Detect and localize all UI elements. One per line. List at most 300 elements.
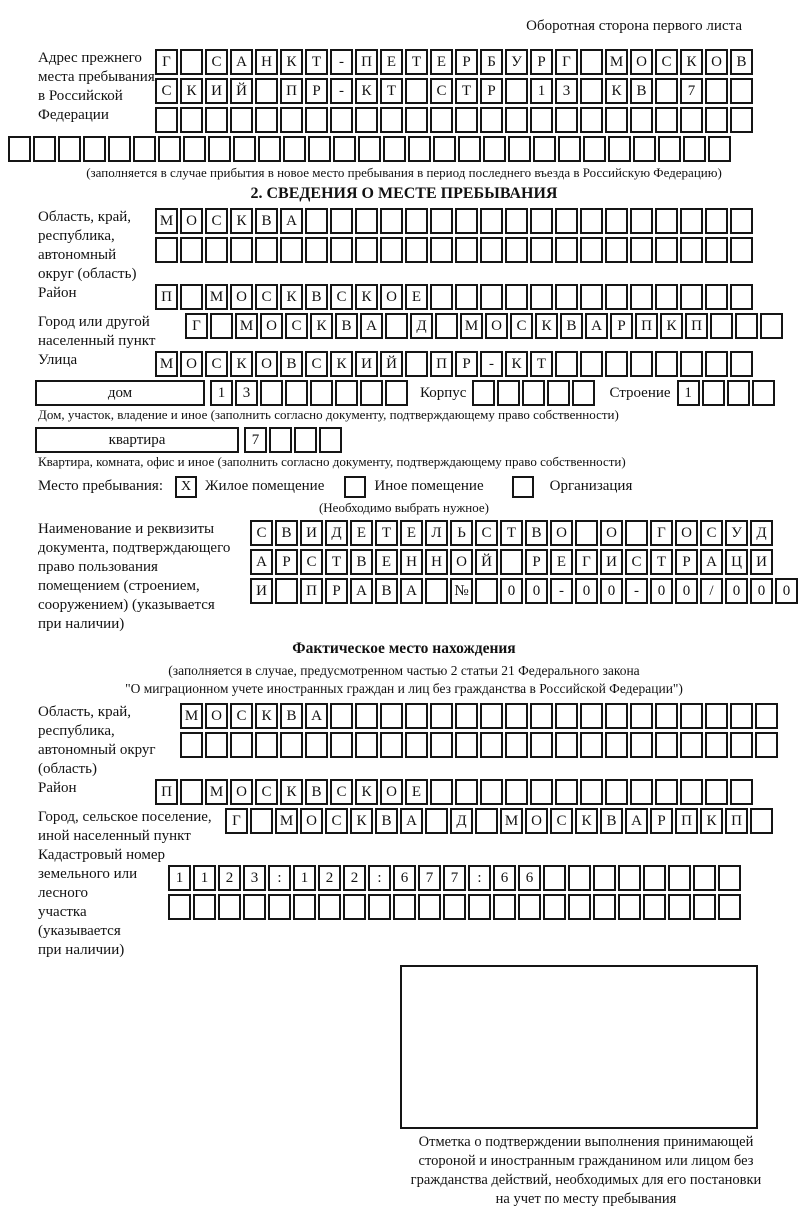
char-cell[interactable] [343,894,366,920]
char-cell[interactable]: С [330,284,353,310]
char-cell[interactable]: П [725,808,748,834]
char-cell[interactable] [555,779,578,805]
char-cell[interactable] [472,380,495,406]
char-cell[interactable] [208,136,231,162]
char-cell[interactable] [180,107,203,133]
char-cell[interactable]: В [375,808,398,834]
char-cell[interactable] [430,732,453,758]
char-cell[interactable]: К [280,779,303,805]
char-cell[interactable]: 6 [518,865,541,891]
char-cell[interactable] [625,520,648,546]
char-cell[interactable] [180,732,203,758]
char-cell[interactable]: У [725,520,748,546]
char-cell[interactable] [255,78,278,104]
char-cell[interactable] [630,732,653,758]
char-cell[interactable]: В [350,549,373,575]
char-cell[interactable] [480,779,503,805]
char-cell[interactable] [133,136,156,162]
char-cell[interactable] [58,136,81,162]
char-cell[interactable] [547,380,570,406]
char-cell[interactable] [522,380,545,406]
char-cell[interactable] [380,107,403,133]
char-cell[interactable] [480,732,503,758]
char-cell[interactable] [33,136,56,162]
char-cell[interactable] [568,894,591,920]
char-cell[interactable]: И [750,549,773,575]
char-cell[interactable]: Й [230,78,253,104]
char-cell[interactable]: 0 [500,578,523,604]
char-cell[interactable] [680,703,703,729]
char-cell[interactable] [155,107,178,133]
char-cell[interactable] [735,313,758,339]
actual-oblast-row-2[interactable] [180,732,780,758]
char-cell[interactable]: О [705,49,728,75]
char-cell[interactable]: О [260,313,283,339]
char-cell[interactable]: В [305,779,328,805]
char-cell[interactable] [543,865,566,891]
char-cell[interactable]: В [600,808,623,834]
char-cell[interactable]: 7 [244,427,267,453]
char-cell[interactable] [630,284,653,310]
char-cell[interactable]: А [400,578,423,604]
char-cell[interactable]: К [280,49,303,75]
char-cell[interactable] [355,703,378,729]
char-cell[interactable] [508,136,531,162]
char-cell[interactable] [455,107,478,133]
char-cell[interactable]: Т [325,549,348,575]
char-cell[interactable]: К [310,313,333,339]
char-cell[interactable] [480,208,503,234]
char-cell[interactable] [630,779,653,805]
char-cell[interactable] [705,779,728,805]
char-cell[interactable] [705,107,728,133]
char-cell[interactable] [443,894,466,920]
char-cell[interactable] [558,136,581,162]
char-cell[interactable] [430,208,453,234]
char-cell[interactable] [655,237,678,263]
char-cell[interactable]: О [380,284,403,310]
char-cell[interactable] [230,732,253,758]
char-cell[interactable]: Р [305,78,328,104]
char-cell[interactable] [752,380,775,406]
char-cell[interactable]: Й [380,351,403,377]
char-cell[interactable] [680,284,703,310]
char-cell[interactable]: О [230,779,253,805]
char-cell[interactable]: Г [185,313,208,339]
char-cell[interactable] [750,808,773,834]
char-cell[interactable]: П [300,578,323,604]
char-cell[interactable] [405,208,428,234]
char-cell[interactable] [505,703,528,729]
char-cell[interactable] [425,578,448,604]
char-cell[interactable]: С [475,520,498,546]
char-cell[interactable] [500,549,523,575]
char-cell[interactable] [480,703,503,729]
char-cell[interactable]: 1 [677,380,700,406]
char-cell[interactable]: П [635,313,658,339]
char-cell[interactable] [710,313,733,339]
char-cell[interactable] [180,284,203,310]
char-cell[interactable]: 3 [235,380,258,406]
char-cell[interactable]: М [500,808,523,834]
char-cell[interactable]: Р [455,49,478,75]
char-cell[interactable] [280,732,303,758]
char-cell[interactable]: А [625,808,648,834]
char-cell[interactable] [168,894,191,920]
char-cell[interactable] [280,107,303,133]
char-cell[interactable]: О [230,284,253,310]
char-cell[interactable]: Р [650,808,673,834]
char-cell[interactable]: Н [400,549,423,575]
char-cell[interactable] [618,894,641,920]
char-cell[interactable]: К [255,703,278,729]
char-cell[interactable]: С [700,520,723,546]
char-cell[interactable] [655,732,678,758]
char-cell[interactable]: Д [410,313,433,339]
char-cell[interactable] [693,865,716,891]
char-cell[interactable] [480,284,503,310]
char-cell[interactable] [455,703,478,729]
char-cell[interactable]: К [355,78,378,104]
char-cell[interactable] [305,237,328,263]
char-cell[interactable] [530,779,553,805]
char-cell[interactable] [433,136,456,162]
char-cell[interactable]: Р [525,549,548,575]
char-cell[interactable]: С [285,313,308,339]
char-cell[interactable]: 2 [343,865,366,891]
char-cell[interactable]: В [525,520,548,546]
char-cell[interactable] [605,732,628,758]
actual-gorod-row[interactable] [225,808,775,834]
char-cell[interactable]: Р [325,578,348,604]
char-cell[interactable]: С [255,284,278,310]
char-cell[interactable]: О [630,49,653,75]
char-cell[interactable] [505,779,528,805]
char-cell[interactable]: Е [400,520,423,546]
char-cell[interactable]: Н [425,549,448,575]
char-cell[interactable]: Т [305,49,328,75]
char-cell[interactable]: С [205,49,228,75]
oblast-row-1[interactable] [155,208,755,234]
char-cell[interactable]: К [660,313,683,339]
char-cell[interactable] [255,107,278,133]
char-cell[interactable]: Р [610,313,633,339]
char-cell[interactable]: К [355,284,378,310]
char-cell[interactable] [533,136,556,162]
char-cell[interactable] [385,313,408,339]
char-cell[interactable]: 3 [243,865,266,891]
char-cell[interactable]: С [155,78,178,104]
char-cell[interactable]: Т [500,520,523,546]
char-cell[interactable]: 2 [218,865,241,891]
char-cell[interactable] [285,380,308,406]
char-cell[interactable] [430,284,453,310]
char-cell[interactable]: П [355,49,378,75]
char-cell[interactable] [380,208,403,234]
char-cell[interactable] [385,380,408,406]
char-cell[interactable]: 0 [600,578,623,604]
char-cell[interactable]: Т [650,549,673,575]
char-cell[interactable]: Г [650,520,673,546]
prev-address-row-3[interactable] [155,107,755,133]
char-cell[interactable] [330,732,353,758]
char-cell[interactable] [233,136,256,162]
char-cell[interactable]: А [305,703,328,729]
char-cell[interactable]: У [505,49,528,75]
kadastr-row-1[interactable] [168,865,743,891]
char-cell[interactable] [530,732,553,758]
char-cell[interactable] [555,237,578,263]
char-cell[interactable]: О [205,703,228,729]
char-cell[interactable]: В [280,351,303,377]
char-cell[interactable]: 1 [193,865,216,891]
char-cell[interactable]: Й [475,549,498,575]
char-cell[interactable] [605,703,628,729]
char-cell[interactable]: 0 [675,578,698,604]
char-cell[interactable]: С [305,351,328,377]
char-cell[interactable]: К [535,313,558,339]
char-cell[interactable]: П [685,313,708,339]
char-cell[interactable] [680,107,703,133]
char-cell[interactable] [555,732,578,758]
char-cell[interactable]: С [205,351,228,377]
char-cell[interactable]: К [280,284,303,310]
char-cell[interactable]: 3 [555,78,578,104]
char-cell[interactable]: Р [455,351,478,377]
document-row-1[interactable] [250,520,800,546]
char-cell[interactable] [718,865,741,891]
char-cell[interactable] [630,703,653,729]
char-cell[interactable] [455,208,478,234]
char-cell[interactable] [418,894,441,920]
char-cell[interactable] [543,894,566,920]
char-cell[interactable] [668,865,691,891]
char-cell[interactable]: Г [155,49,178,75]
char-cell[interactable]: - [330,49,353,75]
char-cell[interactable]: Т [530,351,553,377]
char-cell[interactable] [605,284,628,310]
char-cell[interactable]: Д [325,520,348,546]
char-cell[interactable] [580,208,603,234]
char-cell[interactable] [405,732,428,758]
char-cell[interactable]: О [255,351,278,377]
char-cell[interactable] [435,313,458,339]
char-cell[interactable] [475,578,498,604]
char-cell[interactable]: В [335,313,358,339]
char-cell[interactable] [183,136,206,162]
char-cell[interactable] [705,732,728,758]
char-cell[interactable]: Р [480,78,503,104]
char-cell[interactable]: 1 [530,78,553,104]
char-cell[interactable] [530,208,553,234]
prev-address-row-4[interactable] [8,136,770,162]
oblast-row-2[interactable] [155,237,755,263]
char-cell[interactable] [708,136,731,162]
char-cell[interactable] [505,208,528,234]
char-cell[interactable] [383,136,406,162]
char-cell[interactable]: А [700,549,723,575]
char-cell[interactable]: В [305,284,328,310]
char-cell[interactable]: М [205,779,228,805]
char-cell[interactable] [368,894,391,920]
char-cell[interactable]: И [355,351,378,377]
char-cell[interactable] [530,237,553,263]
char-cell[interactable] [680,237,703,263]
char-cell[interactable] [555,703,578,729]
char-cell[interactable] [655,779,678,805]
char-cell[interactable]: Е [405,284,428,310]
char-cell[interactable] [630,351,653,377]
char-cell[interactable]: 7 [418,865,441,891]
char-cell[interactable]: И [600,549,623,575]
char-cell[interactable] [580,107,603,133]
char-cell[interactable] [305,107,328,133]
char-cell[interactable]: П [280,78,303,104]
char-cell[interactable] [730,779,753,805]
char-cell[interactable]: О [525,808,548,834]
korpus-cells[interactable] [472,380,597,397]
char-cell[interactable]: В [630,78,653,104]
char-cell[interactable]: С [655,49,678,75]
char-cell[interactable]: И [250,578,273,604]
char-cell[interactable] [230,107,253,133]
char-cell[interactable] [555,107,578,133]
char-cell[interactable] [308,136,331,162]
char-cell[interactable] [497,380,520,406]
char-cell[interactable] [180,779,203,805]
char-cell[interactable] [360,380,383,406]
char-cell[interactable] [493,894,516,920]
char-cell[interactable]: А [250,549,273,575]
char-cell[interactable] [260,380,283,406]
char-cell[interactable]: С [300,549,323,575]
char-cell[interactable]: Е [430,49,453,75]
char-cell[interactable]: Т [375,520,398,546]
char-cell[interactable]: М [155,208,178,234]
char-cell[interactable] [655,78,678,104]
char-cell[interactable]: Е [405,779,428,805]
char-cell[interactable] [530,284,553,310]
char-cell[interactable]: О [450,549,473,575]
char-cell[interactable] [405,237,428,263]
char-cell[interactable]: А [585,313,608,339]
char-cell[interactable] [608,136,631,162]
char-cell[interactable] [580,732,603,758]
char-cell[interactable]: Н [255,49,278,75]
char-cell[interactable] [633,136,656,162]
char-cell[interactable] [269,427,292,453]
document-row-2[interactable] [250,549,800,575]
char-cell[interactable] [333,136,356,162]
char-cell[interactable]: К [330,351,353,377]
char-cell[interactable]: Е [380,49,403,75]
char-cell[interactable] [193,894,216,920]
char-cell[interactable]: 0 [525,578,548,604]
char-cell[interactable]: Ц [725,549,748,575]
char-cell[interactable]: К [605,78,628,104]
char-cell[interactable]: К [505,351,528,377]
char-cell[interactable] [480,107,503,133]
char-cell[interactable] [205,107,228,133]
char-cell[interactable]: А [350,578,373,604]
char-cell[interactable]: В [255,208,278,234]
char-cell[interactable] [643,865,666,891]
char-cell[interactable] [430,237,453,263]
char-cell[interactable] [318,894,341,920]
char-cell[interactable] [355,208,378,234]
char-cell[interactable] [580,703,603,729]
char-cell[interactable] [330,107,353,133]
char-cell[interactable]: П [155,779,178,805]
char-cell[interactable]: - [550,578,573,604]
char-cell[interactable]: № [450,578,473,604]
char-cell[interactable]: О [550,520,573,546]
char-cell[interactable]: Е [350,520,373,546]
char-cell[interactable]: С [250,520,273,546]
char-cell[interactable]: О [485,313,508,339]
char-cell[interactable]: Р [275,549,298,575]
char-cell[interactable]: О [675,520,698,546]
prev-address-row-1[interactable] [155,49,755,75]
char-cell[interactable]: С [430,78,453,104]
char-cell[interactable] [250,808,273,834]
char-cell[interactable] [310,380,333,406]
char-cell[interactable]: О [180,351,203,377]
char-cell[interactable] [730,107,753,133]
char-cell[interactable]: - [625,578,648,604]
char-cell[interactable] [210,313,233,339]
char-cell[interactable] [593,865,616,891]
char-cell[interactable]: Г [575,549,598,575]
char-cell[interactable] [380,237,403,263]
char-cell[interactable] [680,351,703,377]
gorod-row[interactable] [185,313,785,339]
char-cell[interactable] [294,427,317,453]
char-cell[interactable] [393,894,416,920]
char-cell[interactable] [730,284,753,310]
char-cell[interactable] [730,237,753,263]
char-cell[interactable] [605,237,628,263]
char-cell[interactable]: О [180,208,203,234]
char-cell[interactable]: К [180,78,203,104]
char-cell[interactable] [705,78,728,104]
char-cell[interactable]: М [460,313,483,339]
char-cell[interactable] [455,779,478,805]
char-cell[interactable] [335,380,358,406]
char-cell[interactable] [205,732,228,758]
char-cell[interactable] [705,351,728,377]
char-cell[interactable]: / [700,578,723,604]
char-cell[interactable]: В [560,313,583,339]
ulitsa-row[interactable] [155,351,755,377]
char-cell[interactable]: С [625,549,648,575]
char-cell[interactable] [718,894,741,920]
char-cell[interactable] [280,237,303,263]
char-cell[interactable] [730,732,753,758]
char-cell[interactable]: П [155,284,178,310]
char-cell[interactable] [755,732,778,758]
char-cell[interactable] [655,284,678,310]
char-cell[interactable]: 1 [293,865,316,891]
char-cell[interactable] [405,107,428,133]
char-cell[interactable] [705,237,728,263]
char-cell[interactable] [283,136,306,162]
char-cell[interactable]: Л [425,520,448,546]
char-cell[interactable]: С [325,808,348,834]
char-cell[interactable]: 7 [680,78,703,104]
char-cell[interactable]: 1 [168,865,191,891]
char-cell[interactable] [580,49,603,75]
